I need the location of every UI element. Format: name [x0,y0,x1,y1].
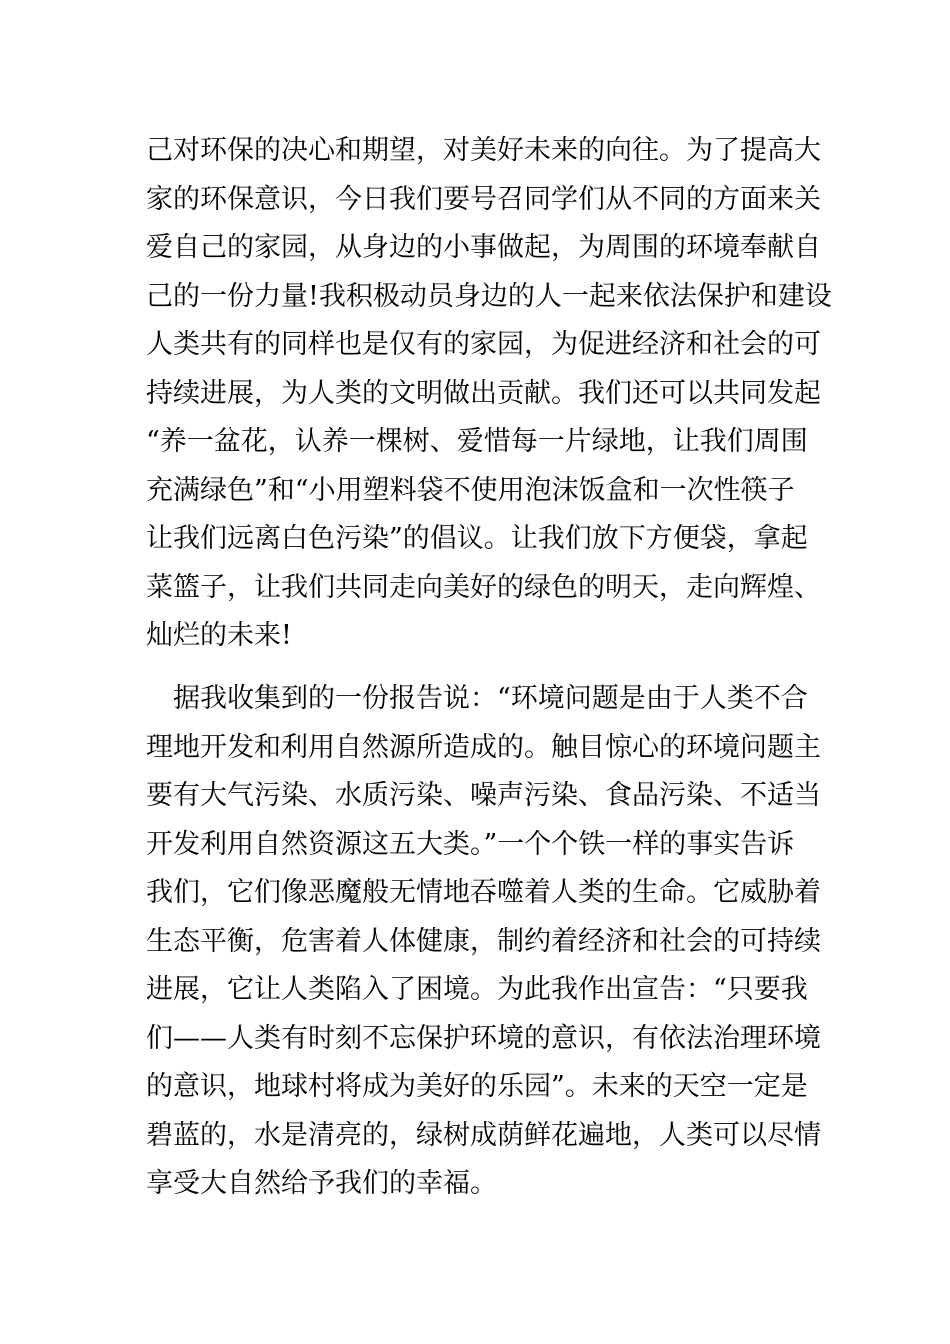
paragraph-line: 理地开发和利用自然源所造成的。触目惊心的环境问题主 [146,731,821,763]
paragraph-line: 持续进展，为人类的文明做出贡献。我们还可以共同发起 [146,377,821,409]
paragraph-line: 享受大自然给予我们的幸福。 [146,1168,497,1199]
paragraph-line: 己的一份力量!我积极动员身边的人一起来依法保护和建设 [146,280,832,312]
paragraph-line: “养一盆花，认养一棵树、爱惜每一片绿地，让我们周围 [146,426,808,457]
paragraph-line: 生态平衡，危害着人体健康，制约着经济和社会的可持续 [146,925,821,957]
paragraph-line: 的意识，地球村将成为美好的乐园”。未来的天空一定是 [146,1071,808,1102]
paragraph-line: 人类共有的同样也是仅有的家园，为促进经济和社会的可 [146,329,821,360]
paragraph-line: 进展，它让人类陷入了困境。为此我作出宣告：“只要我 [146,974,808,1005]
paragraph-line: 菜篮子，让我们共同走向美好的绿色的明天，走向辉煌、 [146,571,821,603]
paragraph-1 [146,127,832,661]
paragraph-line: 爱自己的家园，从身边的小事做起，为周围的环境奉献自 [146,232,821,263]
paragraph-line: 充满绿色”和“小用塑料袋不使用泡沫饭盒和一次性筷子 [146,474,795,506]
paragraph-line: 己对环保的决心和期望，对美好未来的向往。为了提高大 [146,135,821,166]
paragraph-line: 们——人类有时刻不忘保护环境的意识，有依法治理环境 [146,1022,821,1054]
paragraph-line: 要有大气污染、水质污染、噪声污染、食品污染、不适当 [146,780,821,811]
paragraph-line: 我们，它们像恶魔般无情地吞噬着人类的生命。它威胁着 [146,877,821,908]
paragraph-line: 开发利用自然资源这五大类。”一个个铁一样的事实告诉 [146,828,795,860]
paragraph-2 [146,675,821,1209]
paragraph-line: 碧蓝的，水是清亮的，绿树成荫鲜花遍地，人类可以尽情 [146,1119,821,1151]
paragraph-line: 让我们远离白色污染”的倡议。让我们放下方便袋，拿起 [146,523,808,554]
paragraph-line: 家的环保意识，今日我们要号召同学们从不同的方面来关 [146,183,821,215]
paragraph-line: 据我收集到的一份报告说：“环境问题是由于人类不合 [173,683,808,714]
paragraph-line: 灿烂的未来! [146,620,292,651]
